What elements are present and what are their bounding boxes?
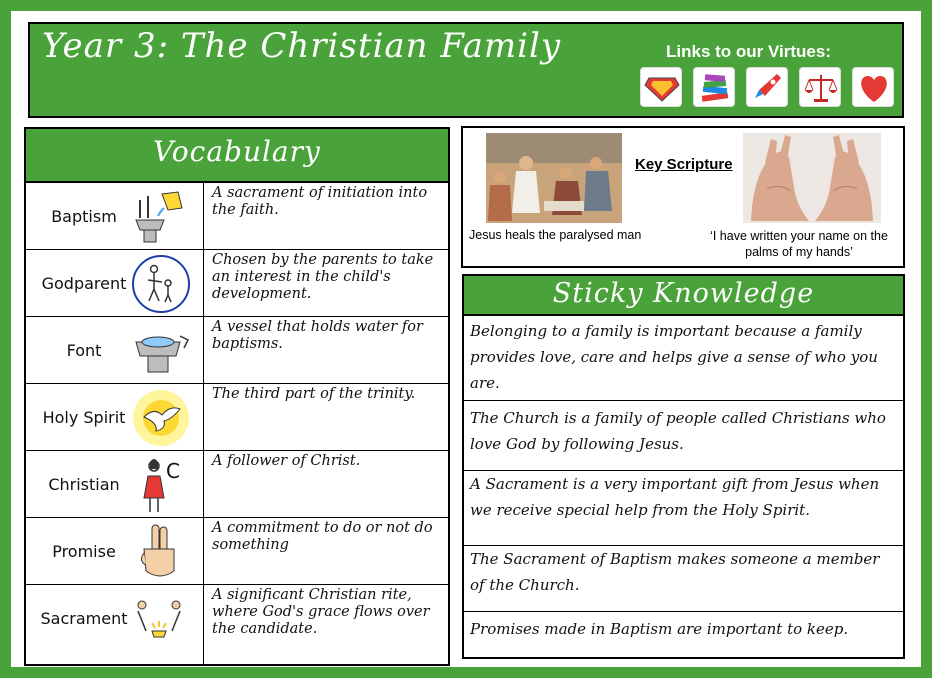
vocab-term: Promise (52, 542, 116, 561)
svg-text:C: C (166, 459, 180, 483)
vocab-term: Holy Spirit (42, 408, 126, 427)
sticky-item-text: The Sacrament of Baptism makes someone a member of the Church. (470, 550, 880, 594)
vocab-divider (203, 250, 204, 316)
vocab-divider (203, 384, 204, 450)
vocabulary-title: Vocabulary (153, 135, 321, 168)
vocabulary-header (26, 129, 448, 183)
vocab-divider (203, 585, 204, 664)
key-scripture-panel (461, 126, 905, 268)
sticky-item (464, 546, 903, 612)
vocab-row (26, 250, 448, 317)
sticky-item (464, 316, 903, 401)
header-banner (28, 22, 904, 118)
vocab-divider (203, 451, 204, 517)
key-scripture-label: Key Scripture (635, 156, 733, 173)
palms-of-hands-photo (743, 133, 881, 223)
scales-icon (799, 67, 841, 107)
vocab-divider (203, 518, 204, 584)
vocab-term: Sacrament (40, 609, 128, 628)
christian-person-icon (130, 454, 192, 516)
vocab-definition: A follower of Christ. (212, 453, 361, 469)
sticky-item (464, 612, 903, 657)
vocab-definition: The third part of the trinity. (212, 386, 416, 402)
vocab-definition: A vessel that holds water for baptisms. (212, 319, 423, 352)
sticky-knowledge-panel (462, 274, 905, 659)
vocab-row (26, 518, 448, 585)
promise-hand-icon (130, 521, 192, 583)
vocab-row (26, 183, 448, 250)
rocket-icon (746, 67, 788, 107)
vocab-row (26, 451, 448, 518)
sticky-item-text: Belonging to a family is important because a family provides love, care and helps give a sense of who you are. (470, 322, 878, 392)
sticky-item-text: Promises made in Baptism are important to keep. (470, 620, 849, 638)
sticky-item (464, 471, 903, 546)
sacrament-icon (130, 591, 192, 653)
vocab-row (26, 384, 448, 451)
vocab-definition: A sacrament of initiation into the faith. (212, 185, 428, 218)
font-bowl-icon (130, 320, 192, 382)
vocab-term: Godparent (41, 274, 127, 293)
superhero-icon (640, 67, 682, 107)
caption-jesus-heals: Jesus heals the paralysed man (469, 228, 642, 242)
vocab-divider (203, 183, 204, 249)
vocab-row (26, 317, 448, 384)
vocab-definition: A significant Christian rite, where God's grace flows over the candidate. (212, 587, 430, 637)
dove-icon (130, 387, 192, 449)
vocabulary-table (24, 127, 450, 666)
vocab-term: Christian (48, 475, 120, 494)
sticky-item-text: The Church is a family of people called Christians who love God by following Jesus. (470, 409, 886, 453)
godparent-icon (130, 253, 192, 315)
virtues-label: Links to our Virtues: (666, 42, 831, 61)
baptism-font-pouring-icon (130, 186, 192, 248)
sticky-item-text: A Sacrament is a very important gift from Jesus when we receive special help from the Holy Spirit. (470, 475, 880, 519)
sticky-knowledge-title: Sticky Knowledge (552, 278, 815, 309)
vocab-row (26, 585, 448, 664)
caption-palms: ‘I have written your name on the palms of my hands’ (710, 229, 888, 259)
vocab-term: Font (66, 341, 102, 360)
vocab-term: Baptism (51, 207, 117, 226)
vocab-divider (203, 317, 204, 383)
page-title: Year 3: The Christian Family (42, 26, 562, 66)
jesus-heals-painting (486, 133, 622, 223)
sticky-item (464, 401, 903, 471)
sticky-knowledge-header (464, 276, 903, 316)
heart-icon (852, 67, 894, 107)
books-icon (693, 67, 735, 107)
vocab-definition: Chosen by the parents to take an interest in the child's development. (212, 252, 434, 302)
vocab-definition: A commitment to do or not do something (212, 520, 433, 553)
